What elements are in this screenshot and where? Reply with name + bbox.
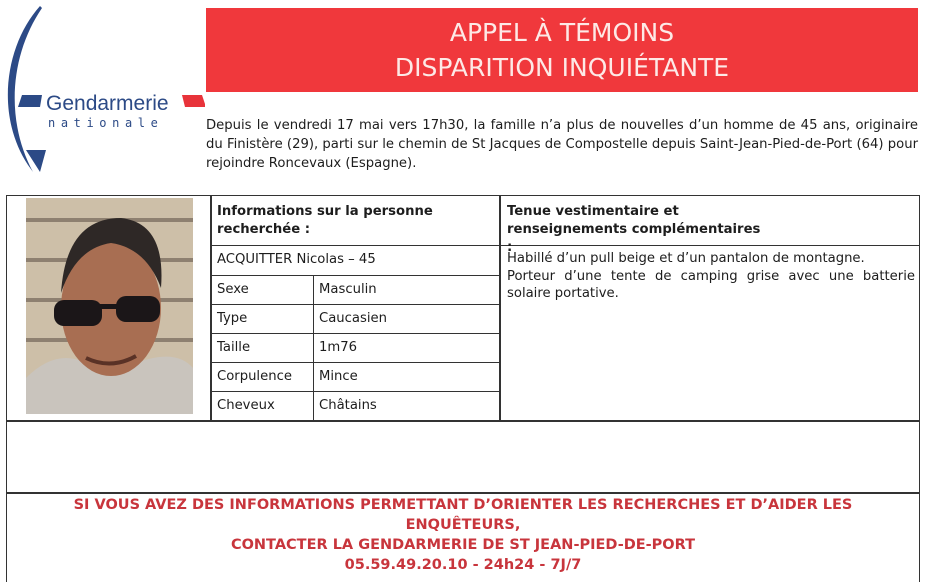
clothing-line-1: Habillé d’un pull beige et d’un pantalon de montagne. (507, 251, 865, 266)
divider (6, 420, 920, 422)
banner-title: APPEL À TÉMOINS (449, 18, 675, 47)
clothing-section-title: Tenue vestimentaire et renseignements complémentaires : (507, 204, 761, 255)
intro-paragraph: Depuis le vendredi 17 mai vers 17h30, la famille n’a plus de nouvelles d’un homme de 45 ans, originaire du Finistère (29), parti sur le chemin de St Jacques de Compostelle depuis Saint-Jean-Pied-de-Port (64) pour rejoindre Roncevaux (Espagne). (206, 118, 918, 171)
gendarmerie-logo (0, 0, 205, 190)
divider (211, 362, 500, 363)
person-photo (26, 198, 193, 414)
field-label-sexe: Sexe (217, 282, 249, 297)
logo-name: Gendarmerie (46, 92, 169, 115)
contact-footer (6, 495, 920, 575)
field-value-type: Caucasien (319, 311, 387, 326)
person-name-age: ACQUITTER Nicolas – 45 (217, 252, 376, 267)
divider (211, 391, 500, 392)
divider (211, 333, 500, 334)
field-label-cheveux: Cheveux (217, 398, 275, 413)
title-banner (206, 8, 918, 92)
clothing-description (507, 250, 915, 303)
footer-contact: CONTACTER LA GENDARMERIE DE ST JEAN-PIED-DE-PORT (230, 537, 696, 553)
divider (210, 195, 212, 420)
field-value-sexe: Masculin (319, 282, 377, 297)
footer-phone: 05.59.49.20.10 - 24h24 - 7J/7 (344, 557, 582, 573)
clothing-line-2: Porteur d’une tente de camping grise avec une batterie solaire portative. (507, 268, 915, 301)
divider (6, 492, 920, 494)
footer-appeal: SI VOUS AVEZ DES INFORMATIONS PERMETTANT D’ORIENTER LES RECHERCHES ET D’AIDER LES ENQUÊTEURS, (73, 497, 853, 533)
divider (211, 304, 500, 305)
field-label-taille: Taille (217, 340, 251, 355)
person-section-title: Informations sur la personne recherchée : (217, 204, 433, 237)
logo-subtitle: nationale (48, 116, 164, 130)
field-label-corpulence: Corpulence (217, 369, 292, 384)
divider (211, 275, 500, 276)
field-label-type: Type (217, 311, 248, 326)
banner-subtitle: DISPARITION INQUIÉTANTE (394, 53, 730, 82)
divider (313, 275, 314, 420)
divider (499, 195, 501, 420)
field-value-cheveux: Châtains (319, 398, 377, 413)
field-value-corpulence: Mince (319, 369, 358, 384)
field-value-taille: 1m76 (319, 340, 358, 355)
